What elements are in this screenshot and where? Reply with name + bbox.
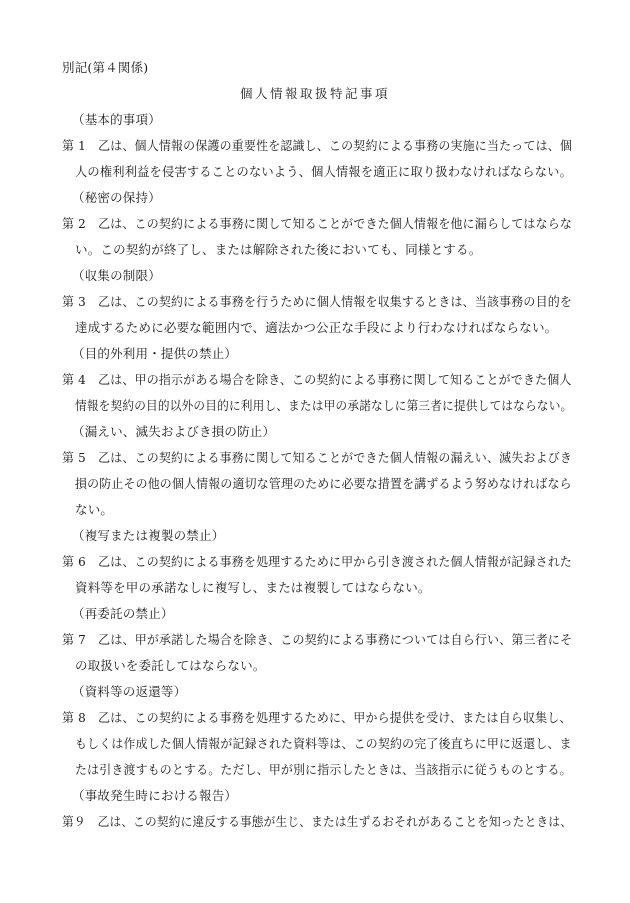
section-heading: （漏えい、滅失およびき損の防止）: [72, 424, 276, 439]
article-line: の取扱いを委託してはならない。: [75, 658, 266, 673]
section-heading: （収集の制限）: [72, 268, 161, 283]
article-line: もしくは作成した個人情報が記録された資料等は、この契約の完了後直ちに甲に返還し、ま: [75, 736, 572, 751]
article-line: 第９ 乙は、この契約に違反する事態が生じ、または生ずるおそれがあることを知ったときは、: [62, 814, 573, 829]
article-line: たは引き渡すものとする。ただし、甲が別に指示したときは、当該指示に従うものとする。: [75, 762, 572, 777]
article-line: 資料等を甲の承諾なしに複写し、または複製してはならない。: [75, 580, 431, 595]
article-line: 達成するために必要な範囲内で、適法かつ公正な手段により行わなければならない。: [75, 320, 558, 335]
section-heading: （基本的事項）: [72, 112, 161, 127]
appendix-note: 別記(第４関係): [62, 60, 149, 75]
article-line: 第 1 乙は、個人情報の保護の重要性を認識し、この契約による事務の実施に当たっては、個: [62, 138, 573, 153]
article-line: 第 5 乙は、この契約による事務に関して知ることができた個人情報の漏えい、滅失およびき: [62, 450, 573, 465]
section-heading: （再委託の禁止）: [72, 606, 174, 621]
article-line: 情報を契約の目的以外の目的に利用し、または甲の承諾なしに第三者に提供してはならない。: [75, 398, 573, 413]
article-line: 人の権利利益を侵害することのないよう、個人情報を適正に取り扱わなければならない。: [75, 164, 573, 179]
article-line: い。この契約が終了し、または解除された後においても、同様とする。: [75, 242, 482, 257]
article-line: 損の防止その他の個人情報の適切な管理のために必要な措置を講ずるよう努めなければなら: [75, 476, 572, 491]
article-line: 第 3 乙は、この契約による事務を行うために個人情報を収集するときは、当該事務の目的を: [62, 294, 573, 309]
section-heading: （事故発生時における報告）: [72, 788, 238, 803]
section-heading: （秘密の保持）: [72, 190, 161, 205]
article-line: 第 2 乙は、この契約による事務に関して知ることができた個人情報を他に漏らしてはならな: [62, 216, 573, 231]
article-line: 第 8 乙は、この契約による事務を処理するために、甲から提供を受け、または自ら収集し、: [62, 710, 572, 725]
section-heading: （資料等の返還等）: [72, 684, 187, 699]
article-line: 第 6 乙は、この契約による事務を処理するために甲から引き渡された個人情報が記録された: [62, 554, 573, 569]
section-heading: （目的外利用・提供の禁止）: [72, 346, 238, 361]
article-line: ない。: [75, 502, 114, 517]
article-line: 第 4 乙は、甲の指示がある場合を除き、この契約による事務に関して知ることができた個人: [62, 372, 572, 387]
section-heading: （複写または複製の禁止）: [72, 528, 225, 543]
document-title: 個人情報取扱特記事項: [239, 86, 390, 101]
article-line: 第 7 乙は、甲が承諾した場合を除き、この契約による事務については自ら行い、第三者にそ: [62, 632, 573, 647]
